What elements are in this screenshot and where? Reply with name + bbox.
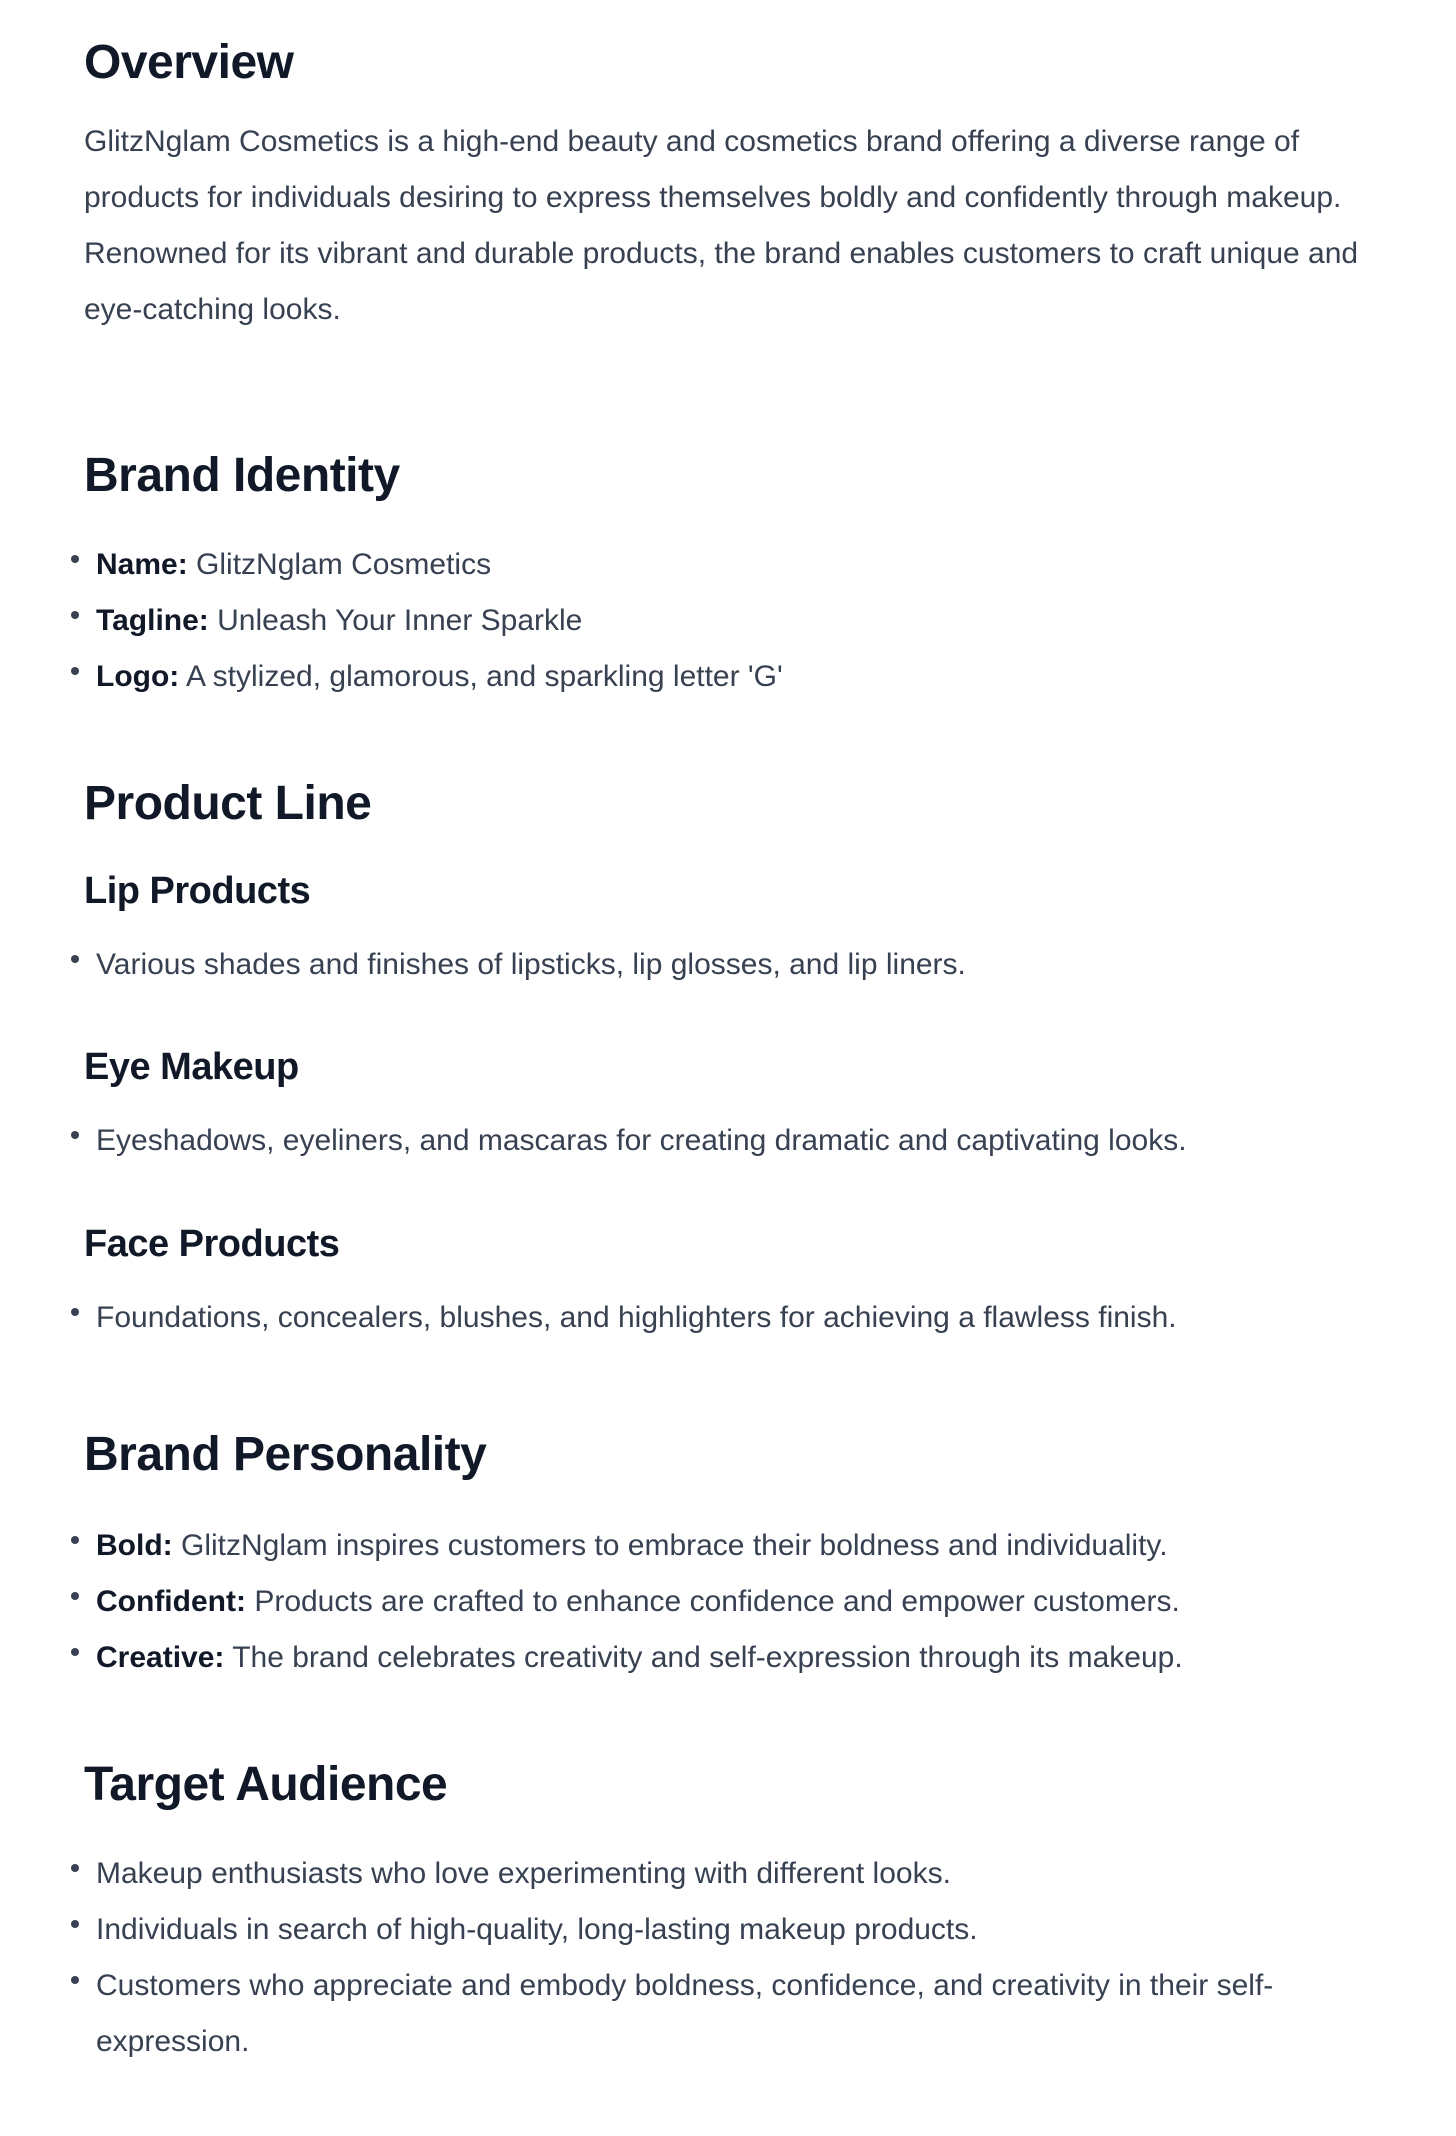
- lip-products-list: [84, 937, 1404, 993]
- list-item: Makeup enthusiasts who love experimenting with different looks.: [84, 1846, 1404, 1902]
- list-item: Foundations, concealers, blushes, and highlighters for achieving a flawless finish.: [84, 1290, 1404, 1346]
- face-products-subsection: [84, 1218, 1404, 1346]
- brand-personality-section: [84, 1422, 1404, 1686]
- item-value: Products are crafted to enhance confidence and empower customers.: [254, 1585, 1180, 1618]
- lip-products-subsection: [84, 865, 1404, 993]
- target-audience-section: [84, 1752, 1404, 2070]
- item-value: A stylized, glamorous, and sparkling letter 'G': [185, 660, 783, 693]
- item-label: Creative:: [96, 1641, 225, 1674]
- overview-section: [84, 30, 1404, 338]
- eye-makeup-list: [84, 1113, 1404, 1169]
- brand-personality-list: [84, 1518, 1404, 1686]
- target-audience-list: [84, 1846, 1404, 2070]
- list-item: [84, 1574, 1404, 1630]
- eye-makeup-subsection: [84, 1041, 1404, 1169]
- brand-identity-section: [84, 443, 1404, 705]
- list-item: Various shades and finishes of lipsticks, lip glosses, and lip liners.: [84, 937, 1404, 993]
- product-line-heading: Product Line: [84, 777, 372, 830]
- overview-heading: Overview: [84, 36, 294, 89]
- list-item: [84, 1518, 1404, 1574]
- overview-text: GlitzNglam Cosmetics is a high-end beauty and cosmetics brand offering a diverse range of products for individuals desiring to express themselves boldly and confidently through makeup. Renowned for its vibrant and durable products, the brand enables customers to craft unique and eye-catching looks.: [84, 125, 1359, 326]
- brand-identity-list: [84, 537, 1404, 705]
- item-label: Logo:: [96, 660, 180, 693]
- face-products-heading: Face Products: [84, 1223, 340, 1265]
- target-audience-heading: Target Audience: [84, 1758, 448, 1811]
- lip-products-heading: Lip Products: [84, 870, 311, 912]
- item-label: Tagline:: [96, 604, 209, 637]
- document: [84, 30, 1404, 2058]
- item-value: GlitzNglam inspires customers to embrace their boldness and individuality.: [180, 1529, 1168, 1562]
- brand-personality-heading: Brand Personality: [84, 1428, 487, 1481]
- item-label: Name:: [96, 548, 188, 581]
- product-line-section: [84, 771, 1404, 1334]
- brand-identity-heading: Brand Identity: [84, 449, 400, 502]
- item-label: Bold:: [96, 1529, 173, 1562]
- list-item: [84, 649, 1404, 705]
- face-products-list: [84, 1290, 1404, 1346]
- list-item: [84, 537, 1404, 593]
- item-value: The brand celebrates creativity and self-expression through its makeup.: [232, 1641, 1183, 1674]
- eye-makeup-heading: Eye Makeup: [84, 1046, 299, 1088]
- list-item: [84, 1630, 1404, 1686]
- item-value: GlitzNglam Cosmetics: [196, 548, 492, 581]
- list-item: Customers who appreciate and embody boldness, confidence, and creativity in their self-expression.: [84, 1958, 1404, 2070]
- list-item: [84, 593, 1404, 649]
- list-item: Individuals in search of high-quality, long-lasting makeup products.: [84, 1902, 1404, 1958]
- list-item: Eyeshadows, eyeliners, and mascaras for creating dramatic and captivating looks.: [84, 1113, 1404, 1169]
- item-value: Unleash Your Inner Sparkle: [217, 604, 583, 637]
- item-label: Confident:: [96, 1585, 246, 1618]
